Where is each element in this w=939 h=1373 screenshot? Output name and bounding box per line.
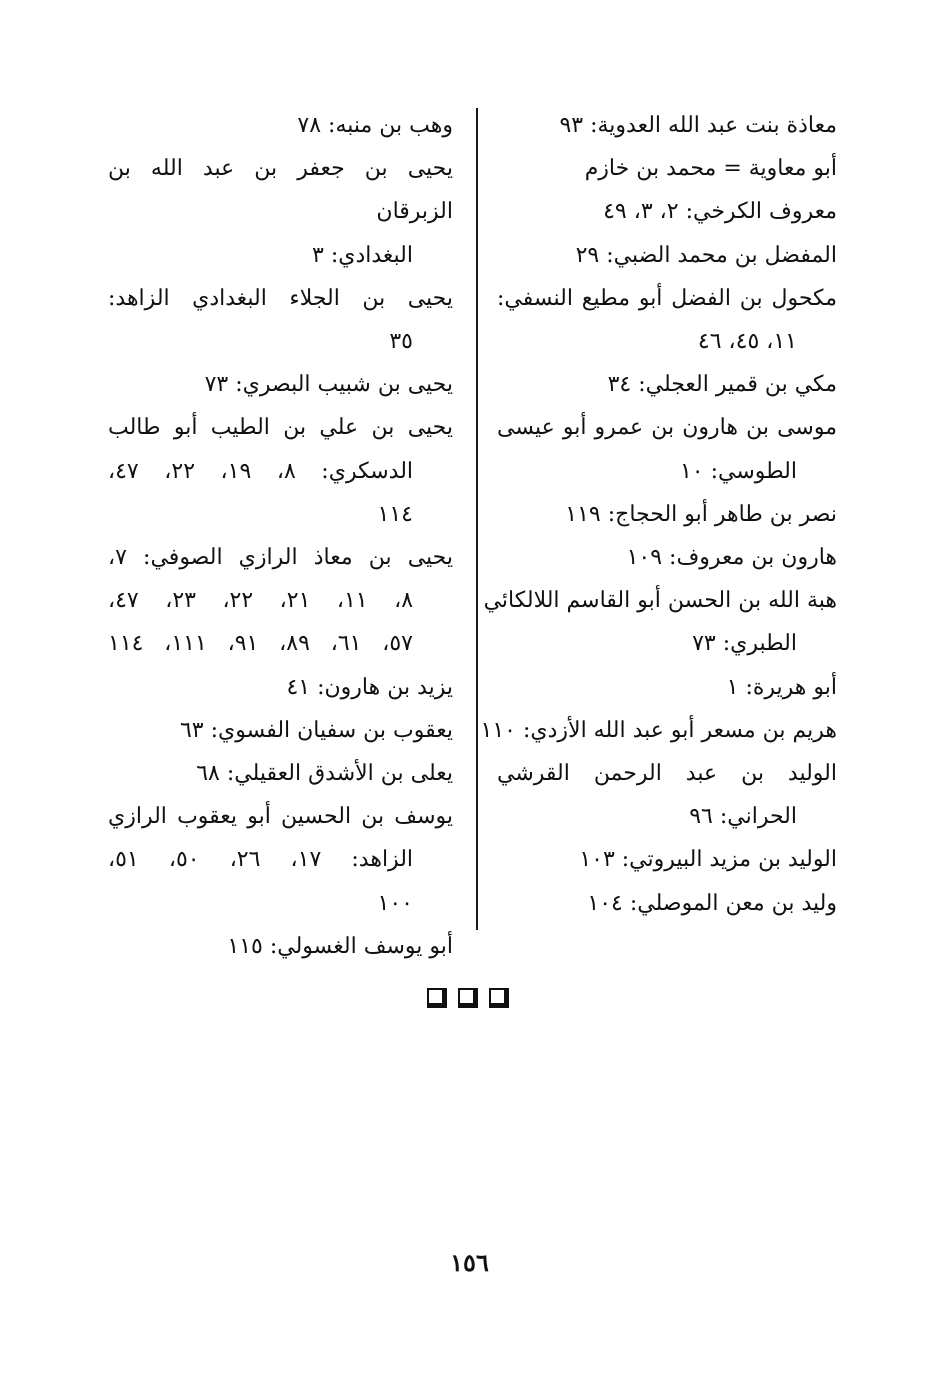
index-entry-continuation: الطوسي: ١٠ [679,458,797,484]
index-entry: يحيى بن علي بن الطيب أبو طالب [108,415,453,441]
column-divider [476,108,478,930]
index-entry: يحيى بن الجلاء البغدادي الزاهد: [108,285,453,311]
index-entry: هبة الله بن الحسن أبو القاسم اللالكائي [483,588,837,614]
index-entry: يحيى بن جعفر بن عبد الله بن الزبرقان [108,156,453,225]
index-entry: يحيى بن معاذ الرازي الصوفي: ٧، [108,545,453,571]
index-entry-continuation: ٨، ١١، ٢١، ٢٢، ٢٣، ٤٧، [108,588,414,614]
index-entry: أبو يوسف الغسولي: ١١٥ [227,933,453,959]
index-entry: الوليد بن عبد الرحمن القرشي [497,761,837,787]
section-end-ornament [427,988,509,1008]
index-entry: معروف الكرخي: ٢، ٣، ٤٩ [603,199,837,225]
index-entry-continuation: الحراني: ٩٦ [689,804,797,830]
index-entry: يعلى بن الأشدق العقيلي: ٦٨ [196,761,453,787]
index-column-left [108,104,453,968]
index-entry: هارون بن معروف: ١٠٩ [626,545,837,571]
index-entry: وهب بن منبه: ٧٨ [297,113,453,138]
index-entry: يحيى بن شبيب البصري: ٧٣ [204,372,453,398]
index-entry: معاذة بنت عبد الله العدوية: ٩٣ [559,113,837,138]
index-entry: موسى بن هارون بن عمرو أبو عيسى [497,415,837,441]
square-ornament-icon [489,988,509,1008]
index-entry: يوسف بن الحسين أبو يعقوب الرازي [108,804,453,830]
square-ornament-icon [427,988,447,1008]
index-entry-continuation: ١٠٠ [377,890,413,916]
index-entry-continuation: الطبري: ٧٣ [692,631,797,657]
index-entry: نصر بن طاهر أبو الحجاج: ١١٩ [565,501,837,527]
square-ornament-icon [458,988,478,1008]
index-entry-continuation: ١١٤ [377,501,413,527]
index-entry-continuation: ٥٧، ٦١، ٨٩، ٩١، ١١١، ١١٤ [108,631,413,657]
index-entry: يعقوب بن سفيان الفسوي: ٦٣ [179,717,453,743]
index-column-right [480,104,837,925]
index-entry-continuation: ١١، ٤٥، ٤٦ [697,329,797,355]
index-entry: مكي بن قمير العجلي: ٣٤ [607,372,837,398]
index-entry: هريم بن مسعر أبو عبد الله الأزدي: ١١٠ [480,717,837,743]
index-entry: وليد بن معن الموصلي: ١٠٤ [587,890,837,916]
index-entry: الوليد بن مزيد البيروتي: ١٠٣ [579,847,837,873]
index-entry-continuation: البغدادي: ٣ [312,242,413,268]
index-entry-continuation: الدسكري: ٨، ١٩، ٢٢، ٤٧، [108,458,414,484]
index-entry: المفضل بن محمد الضبي: ٢٩ [575,242,837,268]
page-number: ١٥٦ [450,1248,489,1277]
index-entry-continuation: الزاهد: ١٧، ٢٦، ٥٠، ٥١، [108,847,414,873]
index-entry-continuation: ٣٥ [389,329,413,355]
index-entry: مكحول بن الفضل أبو مطيع النسفي: [497,285,837,311]
index-entry: أبو معاوية = محمد بن خازم [584,156,837,182]
index-entry: أبو هريرة: ١ [726,674,837,700]
index-entry: يزيد بن هارون: ٤١ [286,674,453,700]
